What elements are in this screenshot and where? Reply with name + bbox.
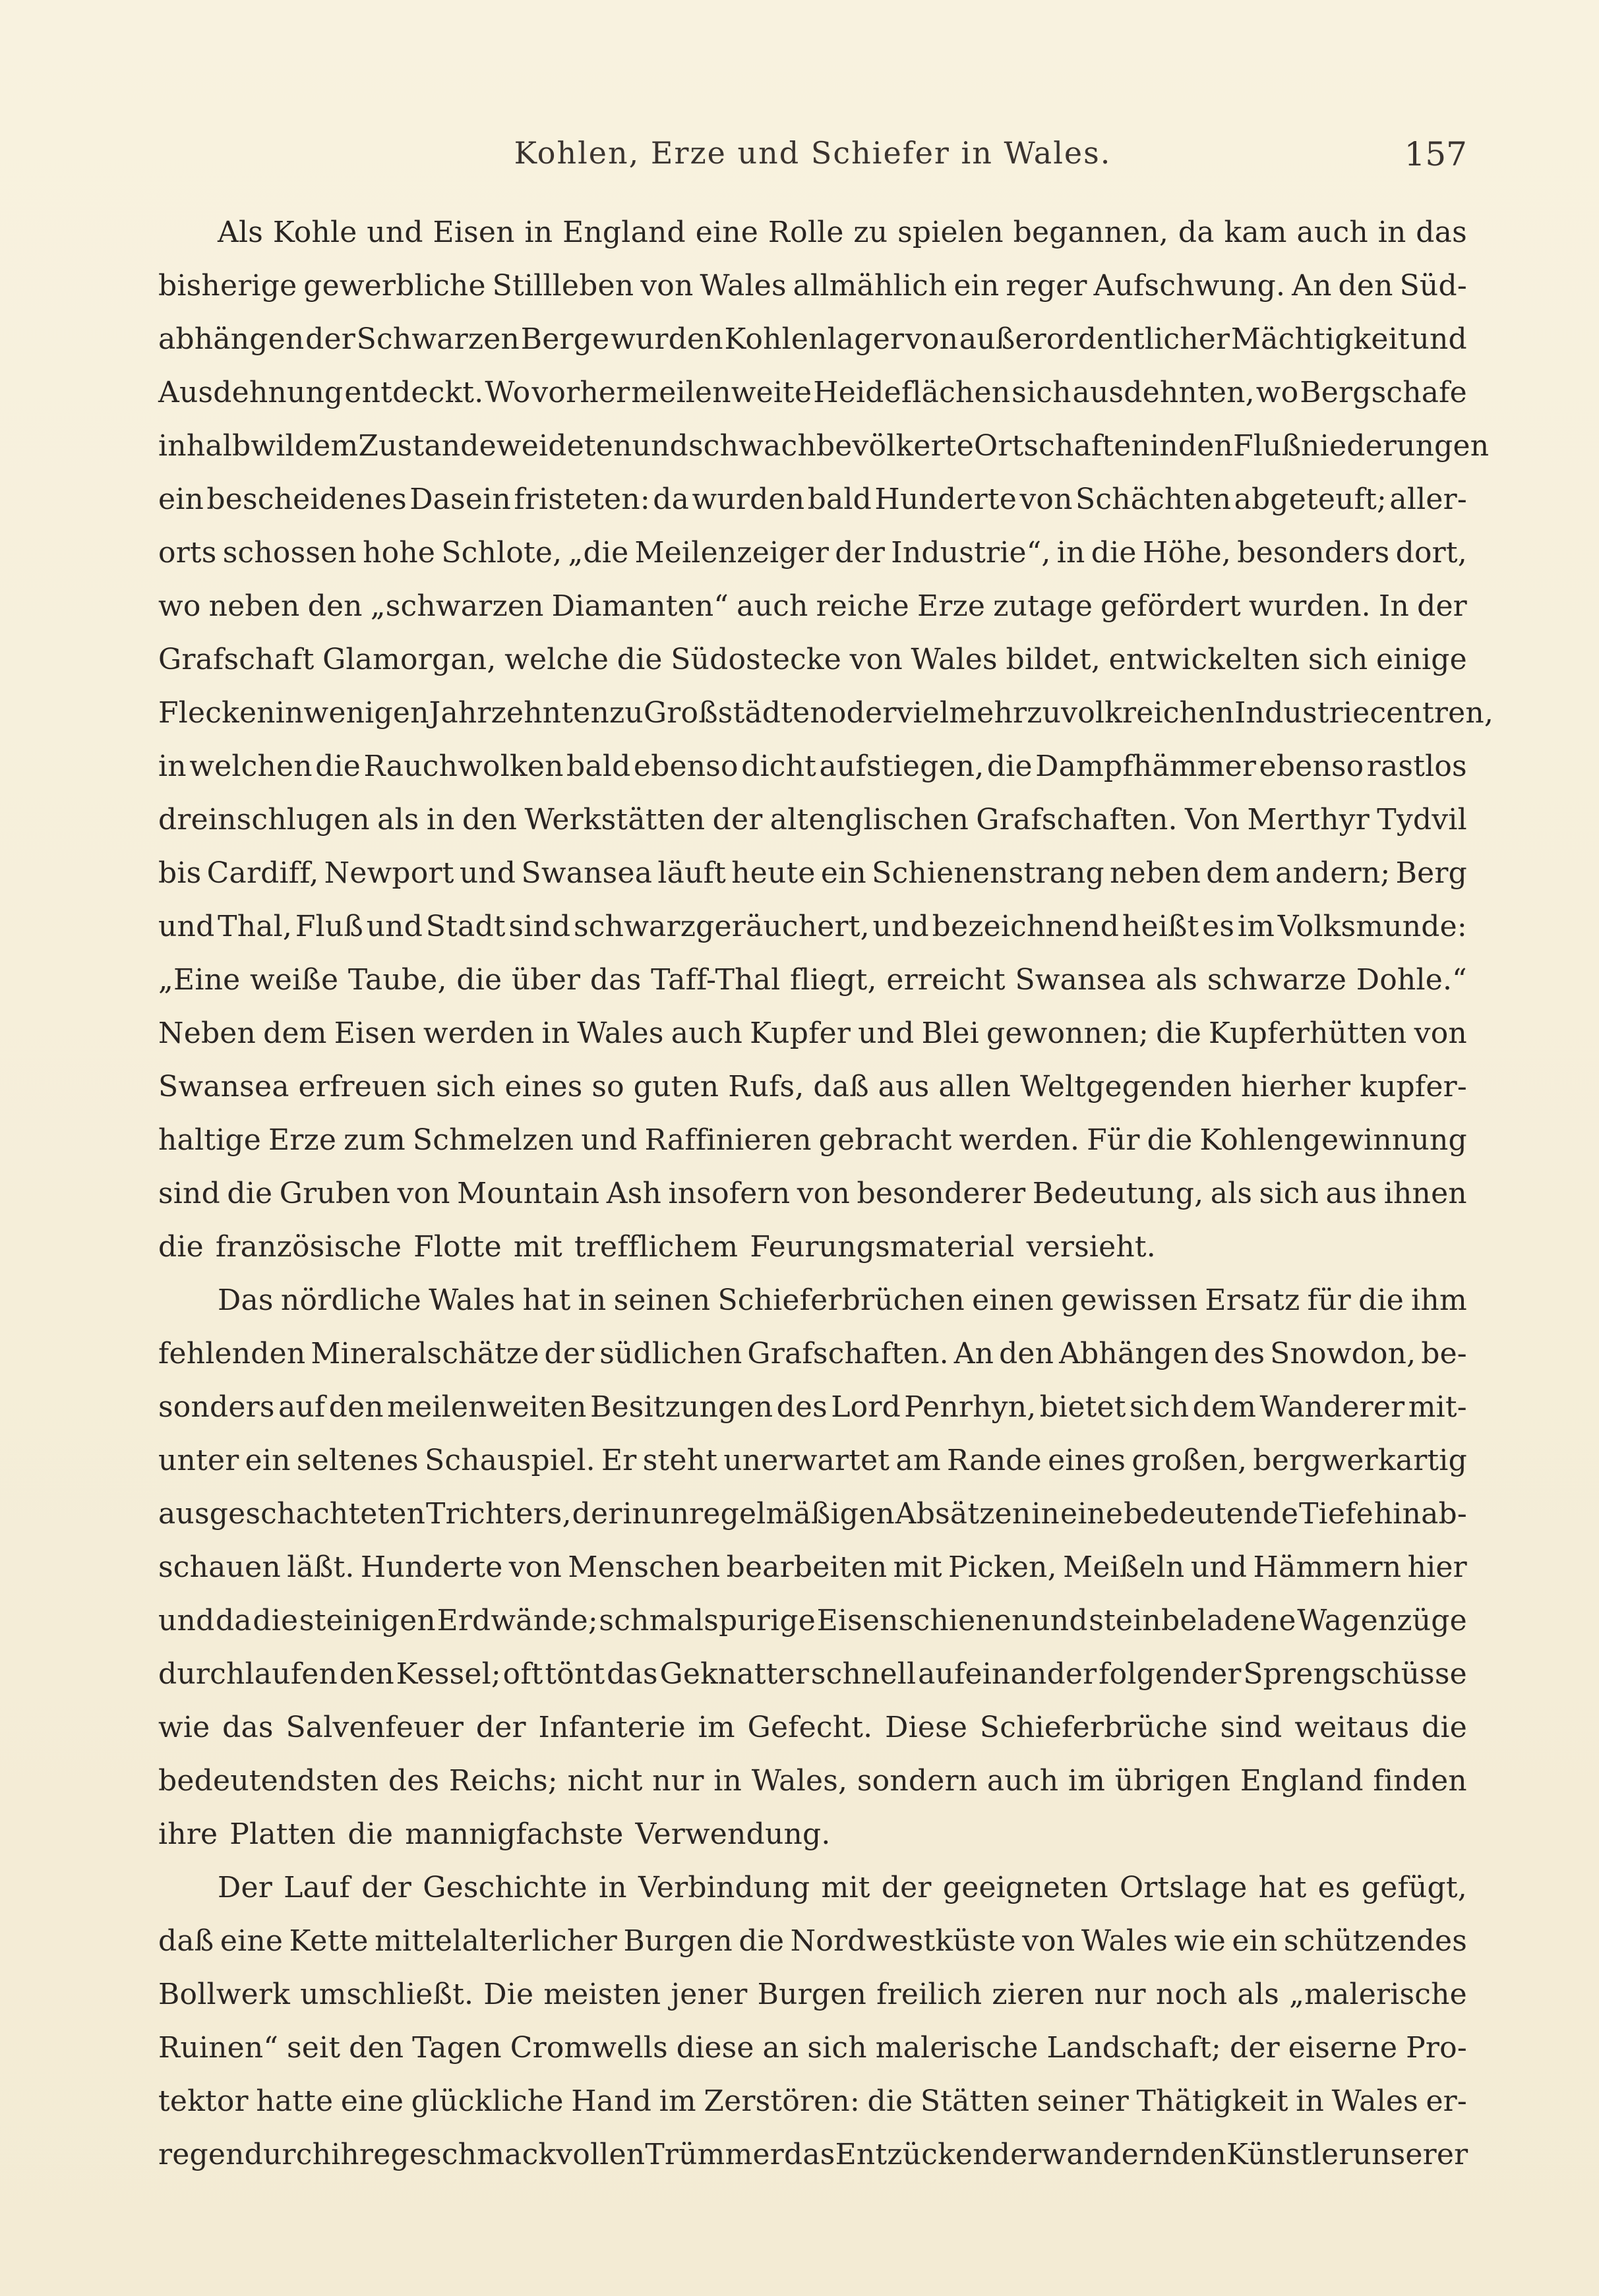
text-line: Grafschaft Glamorgan, welche die Südostecke von Wales bildet, entwickelten sich einige bbox=[158, 643, 1467, 676]
text-line: Der Lauf der Geschichte in Verbindung mit der geeigneten Ortslage hat es gefügt, bbox=[218, 1871, 1467, 1904]
text-line: Flecken in wenigen Jahrzehnten zu Großstädten oder vielmehr zu volkreichen Industriecentren, bbox=[158, 696, 1494, 730]
text-line: sind die Gruben von Mountain Ash insofern von besonderer Bedeutung, als sich aus ihnen bbox=[158, 1177, 1467, 1210]
text-line: Bollwerk umschließt. Die meisten jener Burgen freilich zieren nur noch als „malerische bbox=[158, 1978, 1467, 2011]
text-line: durchlaufen den Kessel; oft tönt das Geknatter schnell aufeinander folgender Sprengschüsse bbox=[158, 1657, 1467, 1691]
text-line: regen durch ihre geschmackvollen Trümmer das Entzücken der wandernden Künstler unserer bbox=[158, 2138, 1468, 2171]
text-line: bisherige gewerbliche Stillleben von Wales allmählich ein reger Aufschwung. An den Süd- bbox=[158, 269, 1467, 303]
text-line: bedeutendsten des Reichs; nicht nur in Wales, sondern auch im übrigen England finden bbox=[158, 1764, 1467, 1798]
text-line: dreinschlugen als in den Werkstätten der altenglischen Grafschaften. Von Merthyr Tydvil bbox=[158, 803, 1467, 837]
text-line: ein bescheidenes Dasein fristeten: da wurden bald Hunderte von Schächten abgeteuft; aller- bbox=[158, 483, 1467, 516]
text-line: Neben dem Eisen werden in Wales auch Kupfer und Blei gewonnen; die Kupferhütten von bbox=[158, 1016, 1467, 1050]
text-line: Als Kohle und Eisen in England eine Rolle zu spielen begannen, da kam auch in das bbox=[218, 216, 1467, 249]
text-line: sonders auf den meilenweiten Besitzungen des Lord Penrhyn, bietet sich dem Wanderer mit- bbox=[158, 1390, 1467, 1424]
running-title: Kohlen, Erze und Schiefer in Wales. bbox=[514, 135, 1112, 171]
text-line: orts schossen hohe Schlote, „die Meilenzeiger der Industrie“, in die Höhe, besonders dort, bbox=[158, 536, 1467, 570]
text-line: und da die steinigen Erdwände; schmalspurige Eisenschienen und steinbeladene Wagenzüge bbox=[158, 1604, 1467, 1637]
text-line: abhängen der Schwarzen Berge wurden Kohlenlager von außerordentlicher Mächtigkeit und bbox=[158, 322, 1467, 356]
text-line: schauen läßt. Hunderte von Menschen bearbeiten mit Picken, Meißeln und Hämmern hier bbox=[158, 1550, 1467, 1584]
page-number: 157 bbox=[1404, 135, 1467, 173]
text-line: wo neben den „schwarzen Diamanten“ auch reiche Erze zutage gefördert wurden. In der bbox=[158, 589, 1467, 623]
running-head bbox=[158, 135, 1467, 188]
text-line: und Thal, Fluß und Stadt sind schwarzgeräuchert, und bezeichnend heißt es im Volksmunde: bbox=[158, 910, 1467, 943]
text-line: Ausdehnung entdeckt. Wo vorher meilenweite Heideflächen sich ausdehnten, wo Bergschafe bbox=[158, 376, 1467, 409]
body-text bbox=[158, 206, 1494, 2181]
text-line: daß eine Kette mittelalterlicher Burgen die Nordwestküste von Wales wie ein schützendes bbox=[158, 1924, 1467, 1958]
text-line: haltige Erze zum Schmelzen und Raffinieren gebracht werden. Für die Kohlengewinnung bbox=[158, 1123, 1467, 1157]
text-line: tektor hatte eine glückliche Hand im Zerstören: die Stätten seiner Thätigkeit in Wales er- bbox=[158, 2084, 1467, 2118]
text-line: in halbwildem Zustande weideten und schwachbevölkerte Ortschaften in den Flußniederungen bbox=[158, 429, 1490, 463]
text-line: unter ein seltenes Schauspiel. Er steht unerwartet am Rande eines großen, bergwerkartig bbox=[158, 1444, 1467, 1477]
text-line: Das nördliche Wales hat in seinen Schieferbrüchen einen gewissen Ersatz für die ihm bbox=[218, 1283, 1467, 1317]
text-line: ausgeschachteten Trichters, der in unregelmäßigen Absätzen in eine bedeutende Tiefe hinab- bbox=[158, 1497, 1467, 1531]
text-line: bis Cardiff, Newport und Swansea läuft heute ein Schienenstrang neben dem andern; Berg bbox=[158, 856, 1467, 890]
text-line: Swansea erfreuen sich eines so guten Rufs, daß aus allen Weltgegenden hierher kupfer- bbox=[158, 1070, 1467, 1104]
text-line: wie das Salvenfeuer der Infanterie im Gefecht. Diese Schieferbrüche sind weitaus die bbox=[158, 1711, 1467, 1744]
text-line: fehlenden Mineralschätze der südlichen Grafschaften. An den Abhängen des Snowdon, be- bbox=[158, 1337, 1467, 1370]
text-line: in welchen die Rauchwolken bald ebenso dicht aufstiegen, die Dampfhämmer ebenso rastlos bbox=[158, 750, 1467, 783]
text-line: „Eine weiße Taube, die über das Taff-Thal fliegt, erreicht Swansea als schwarze Dohle.“ bbox=[158, 963, 1467, 997]
text-line: die französische Flotte mit trefflichem Feurungsmaterial versieht. bbox=[158, 1230, 1156, 1264]
text-line: ihre Platten die mannigfachste Verwendung. bbox=[158, 1817, 831, 1851]
text-line: Ruinen“ seit den Tagen Cromwells diese an sich malerische Landschaft; der eiserne Pro- bbox=[158, 2031, 1467, 2065]
